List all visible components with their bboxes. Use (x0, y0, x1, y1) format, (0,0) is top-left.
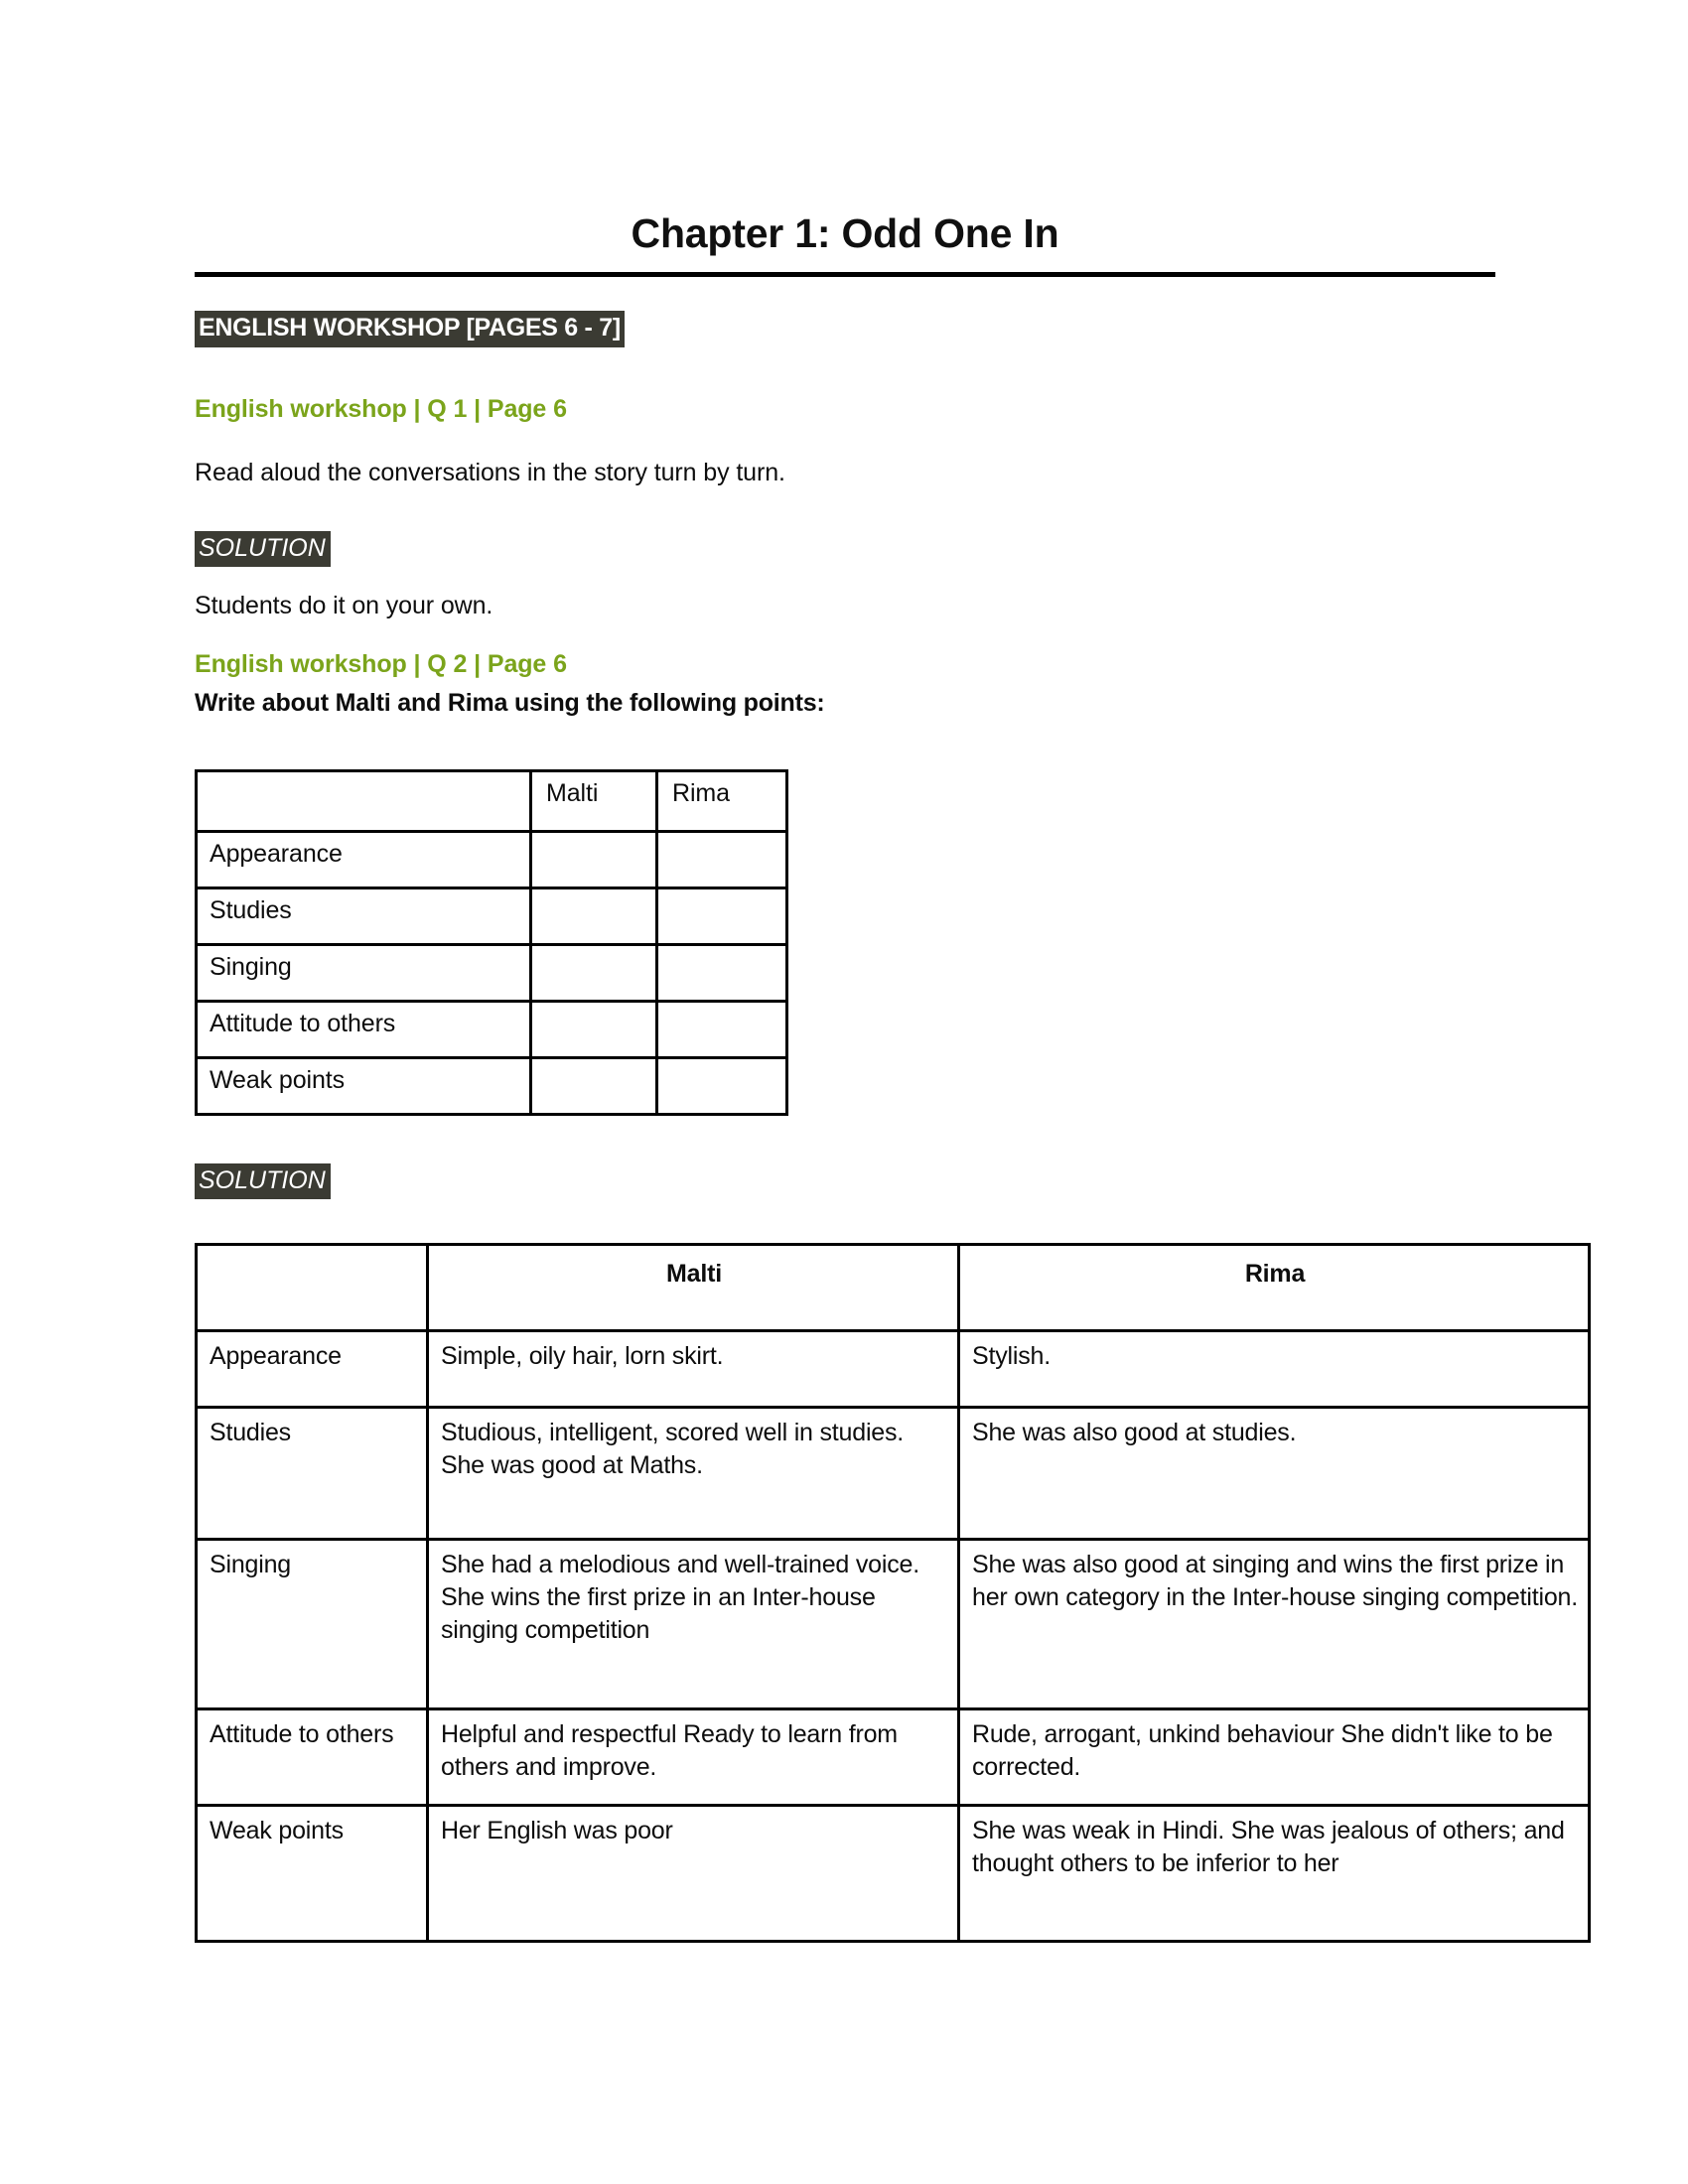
cell-rima: Rude, arrogant, unkind behaviour She didn't like to be corrected. (959, 1709, 1590, 1806)
header-cell-malti: Malti (428, 1245, 959, 1331)
cell-malti (531, 945, 657, 1002)
cell-malti (531, 1002, 657, 1058)
row-label: Singing (197, 1540, 428, 1709)
table-row (197, 1408, 1590, 1540)
header-cell-malti: Malti (531, 771, 657, 832)
cell-rima (657, 1058, 787, 1115)
header-cell-rima: Rima (657, 771, 787, 832)
row-label: Attitude to others (197, 1709, 428, 1806)
row-label: Appearance (197, 832, 531, 888)
row-label: Studies (197, 1408, 428, 1540)
table-row (197, 1540, 1590, 1709)
cell-rima: She was also good at studies. (959, 1408, 1590, 1540)
cell-malti (531, 832, 657, 888)
cell-rima (657, 1002, 787, 1058)
row-label: Singing (197, 945, 531, 1002)
cell-malti (531, 1058, 657, 1115)
cell-rima (657, 945, 787, 1002)
question-text-q2: Write about Malti and Rima using the following points: (195, 689, 825, 717)
cell-rima: She was also good at singing and wins the first prize in her own category in the Inter-house singing competition. (959, 1540, 1590, 1709)
cell-malti: Her English was poor (428, 1806, 959, 1942)
table-row (197, 1709, 1590, 1806)
section-header-english-workshop: ENGLISH WORKSHOP [PAGES 6 - 7] (195, 311, 625, 347)
row-label: Weak points (197, 1806, 428, 1942)
table-row (197, 1058, 787, 1115)
header-cell-rima: Rima (959, 1245, 1590, 1331)
solution-label-q1: SOLUTION (195, 531, 331, 567)
answer-text-q1: Students do it on your own. (195, 592, 493, 619)
cell-malti: She had a melodious and well-trained voice. She wins the first prize in an Inter-house singing competition (428, 1540, 959, 1709)
row-label: Appearance (197, 1331, 428, 1408)
row-label: Studies (197, 888, 531, 945)
row-label: Attitude to others (197, 1002, 531, 1058)
table-row (197, 888, 787, 945)
cell-malti: Studious, intelligent, scored well in studies. She was good at Maths. (428, 1408, 959, 1540)
cell-malti: Helpful and respectful Ready to learn from others and improve. (428, 1709, 959, 1806)
table-row (197, 1002, 787, 1058)
cell-malti: Simple, oily hair, lorn skirt. (428, 1331, 959, 1408)
table-row (197, 1806, 1590, 1942)
question-heading-q2: English workshop | Q 2 | Page 6 (195, 650, 567, 678)
header-cell-blank (197, 771, 531, 832)
cell-malti (531, 888, 657, 945)
title-divider (195, 272, 1495, 277)
table-row (197, 1331, 1590, 1408)
blank-worksheet-table (195, 769, 788, 1116)
cell-rima (657, 888, 787, 945)
cell-rima (657, 832, 787, 888)
page-title: Chapter 1: Odd One In (631, 210, 1059, 257)
solution-label-q2: SOLUTION (195, 1163, 331, 1199)
question-text-q1: Read aloud the conversations in the story turn by turn. (195, 459, 785, 486)
table-header-row (197, 1245, 1590, 1331)
cell-rima: She was weak in Hindi. She was jealous of others; and thought others to be inferior to her (959, 1806, 1590, 1942)
question-heading-q1: English workshop | Q 1 | Page 6 (195, 395, 567, 423)
table-row (197, 945, 787, 1002)
header-cell-blank (197, 1245, 428, 1331)
table-header-row (197, 771, 787, 832)
cell-rima: Stylish. (959, 1331, 1590, 1408)
table-row (197, 832, 787, 888)
solution-answer-table (195, 1243, 1591, 1943)
row-label: Weak points (197, 1058, 531, 1115)
